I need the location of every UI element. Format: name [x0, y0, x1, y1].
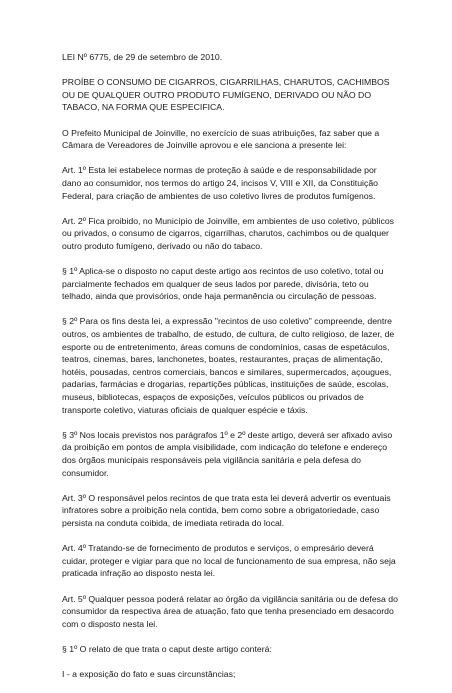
article-5-item-1: I - a exposição do fato e suas circunstâncias; — [62, 669, 236, 680]
article-3: Art. 3º O responsável pelos recintos de que trata esta lei deverá advertir os eventuais infratores sobre a proibição nela contida, bem como sobre a obrigatoriedade, caso persista na conduta coibida, de imediata retirada do local. — [62, 492, 391, 528]
article-5-paragraph-1: § 1º O relato de que trata o caput deste artigo conterá: — [62, 643, 272, 654]
article-1: Art. 1º Esta lei estabelece normas de proteção à saúde e de responsabilidade por dano ao consumidor, nos termos do artigo 24, incisos V, VIII e XII, da Constituição Federal, para criação de ambientes de uso coletivo livres de produtos fumígenos. — [62, 165, 378, 201]
article-2: Art. 2º Fica proibido, no Município de Joinville, em ambientes de uso coletivo, públicos ou privados, o consumo de cigarros, cigarrilhas, charutos, cachimbos ou de qualquer outro produto fumígeno, derivado ou não do tabaco. — [62, 215, 395, 251]
law-heading: LEI Nº 6775, de 29 de setembro de 2010. — [62, 52, 223, 62]
article-4: Art. 4º Tratando-se de fornecimento de produtos e serviços, o empresário deverá cuidar, proteger e vigiar para que no local de funcionamento de sua empresa, não seja praticada infração ao disposto nesta lei. — [62, 543, 396, 579]
law-preamble: O Prefeito Municipal de Joinville, no exercício de suas atribuições, faz saber que a Câmara de Vereadores de Joinville aprovou e ele sanciona a presente lei: — [62, 127, 380, 151]
article-2-paragraph-1: § 1º Aplica-se o disposto no caput deste artigo aos recintos de uso coletivo, total ou parcialmente fechados em qualquer de seus lados por parede, divisória, teto ou telhado, ainda que provisórios, onde haja permanência ou circulação de pessoas. — [62, 266, 384, 302]
law-summary: PROÍBE O CONSUMO DE CIGARROS, CIGARRILHAS, CHARUTOS, CACHIMBOS OU DE QUALQUER OUTRO PRODUTO FUMÍGENO, DERIVADO OU NÃO DO TABACO, NA FORMA QUE ESPECIFICA. — [62, 77, 390, 113]
document-body — [62, 51, 398, 693]
article-2-paragraph-2: § 2º Para os fins desta lei, a expressão "recintos de uso coletivo" compreende, dentre outros, os ambientes de trabalho, de estudo, de cultura, de culto religioso, de lazer, de esporte ou de entretenimento, áreas comuns de condomínios, casas de espetáculos, teatros, cinemas, bares, lanchonetes, boates, restaurantes, praças de alimentação, hotéis, pousadas, centros comerciais, bancos e similares, supermercados, açougues, padarias, farmácias e drogarias, repartições públicas, instituições de saúde, escolas, museus, bibliotecas, espaços de exposições, veículos públicos ou privados de transporte coletivo, viaturas oficiais de qualquer espécie e táxis. — [62, 316, 395, 415]
article-2-paragraph-3: § 3º Nos locais previstos nos parágrafos 1º e 2º deste artigo, deverá ser afixado aviso da proibição em pontos de ampla visibilidade, com indicação do telefone e endereço dos órgãos municipais responsáveis pela vigilância sanitária e pela defesa do consumidor. — [62, 429, 393, 478]
article-5: Art. 5º Qualquer pessoa poderá relatar ao órgão da vigilância sanitária ou de defesa do consumidor da respectiva área de atuação, fato que tenha presenciado em desacordo com o disposto nesta lei. — [62, 593, 398, 629]
